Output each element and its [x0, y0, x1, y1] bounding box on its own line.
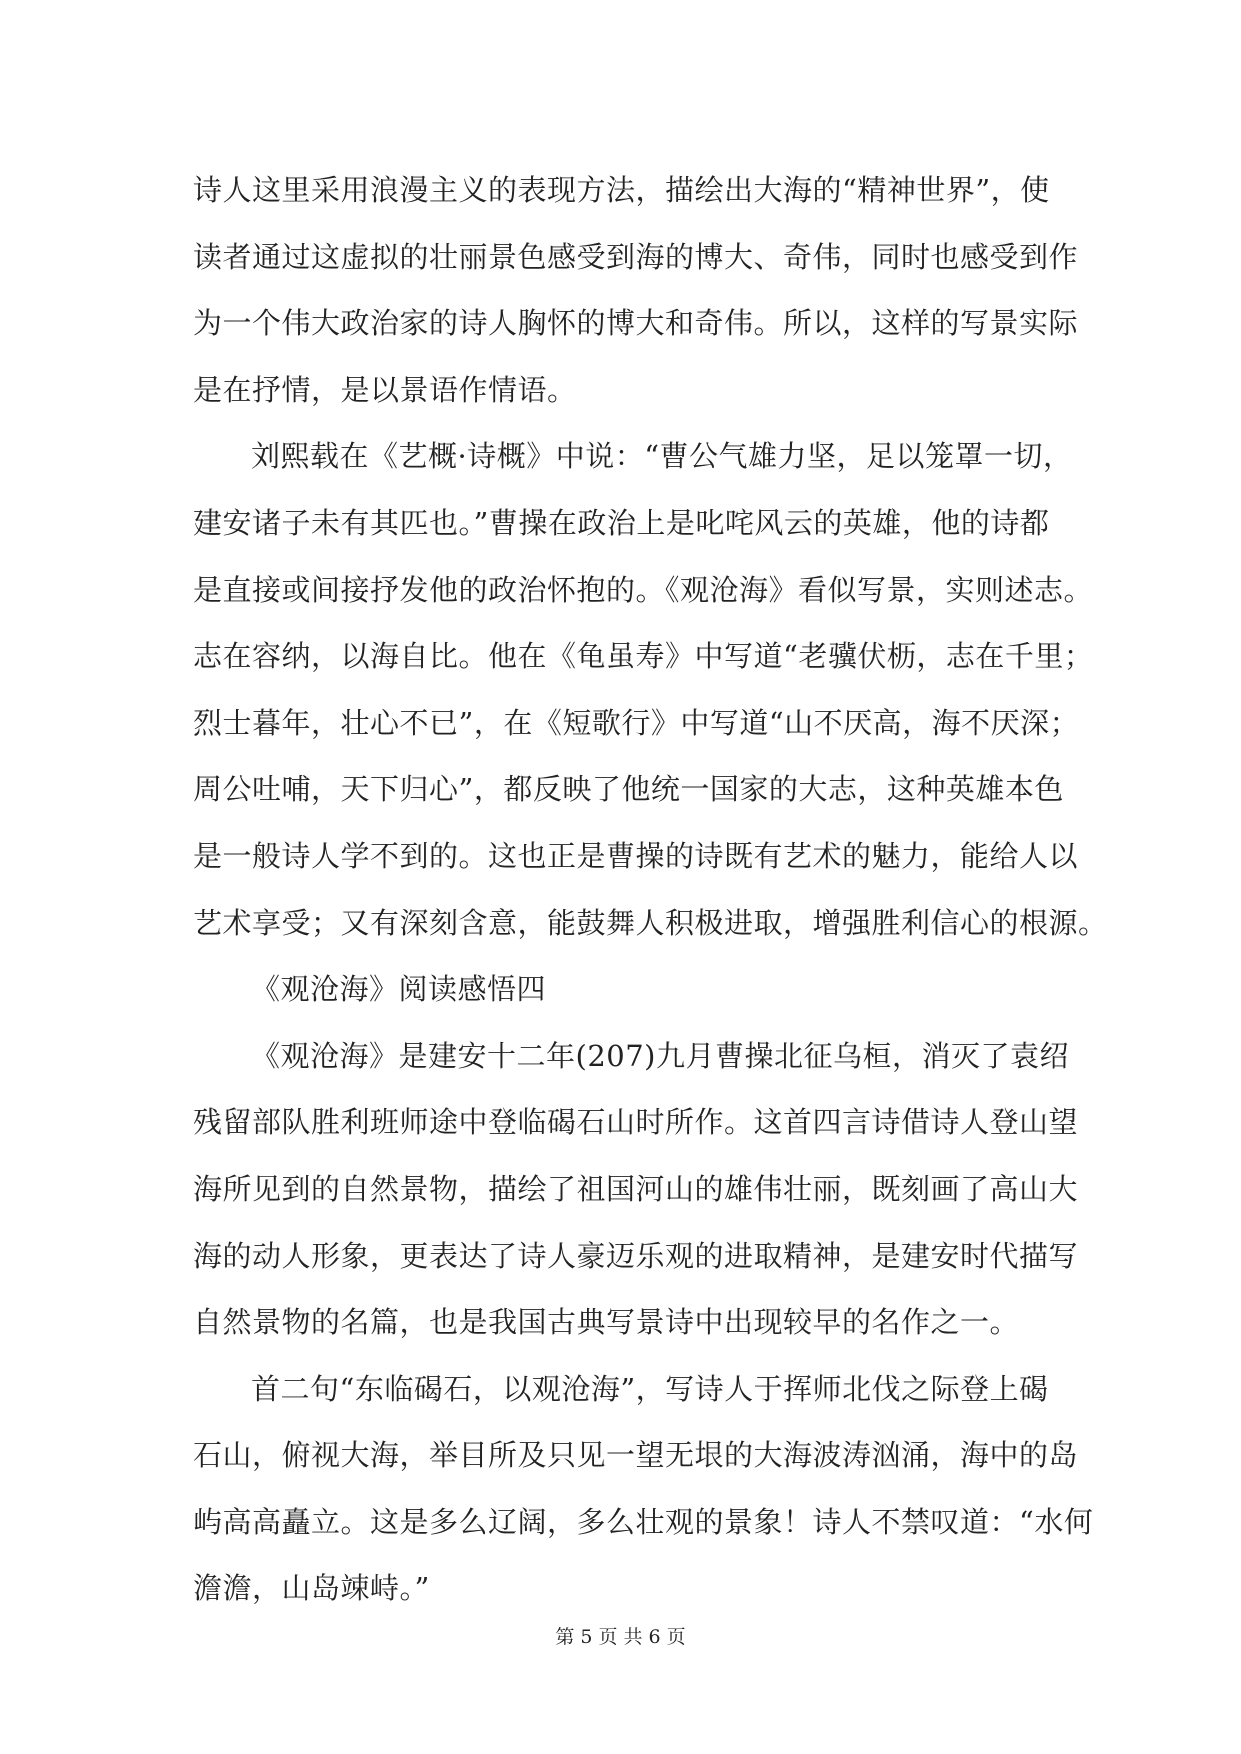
text-line: 澹澹，山岛竦峙。”: [193, 1571, 430, 1606]
text-line: 读者通过这虚拟的壮丽景色感受到海的博大、奇伟，同时也感受到作: [193, 239, 1079, 274]
text-line: 刘熙载在《艺概·诗概》中说：“曹公气雄力坚，足以笼罩一切，: [251, 439, 1073, 474]
page-number: 第 5 页 共 6 页: [555, 1626, 686, 1648]
text-line: 海的动人形象，更表达了诗人豪迈乐观的进取精神，是建安时代描写: [193, 1238, 1079, 1273]
text-line: 石山，俯视大海，举目所及只见一望无垠的大海波涛汹涌，海中的岛: [193, 1438, 1079, 1473]
text-line: 残留部队胜利班师途中登临碣石山时所作。这首四言诗借诗人登山望: [193, 1105, 1079, 1140]
text-line: 首二句“东临碣石，以观沧海”，写诗人于挥师北伐之际登上碣: [251, 1371, 1049, 1406]
text-line: 是直接或间接抒发他的政治怀抱的。《观沧海》看似写景，实则述志。: [193, 572, 1094, 607]
section-heading: 《观沧海》阅读感悟四: [251, 972, 547, 1007]
text-line: 是在抒情，是以景语作情语。: [193, 372, 577, 407]
text-line: 自然景物的名篇，也是我国古典写景诗中出现较早的名作之一。: [193, 1305, 1020, 1340]
text-line: 建安诸子未有其匹也。”曹操在政治上是叱咤风云的英雄，他的诗都: [193, 505, 1050, 540]
text-line: 《观沧海》是建安十二年(207)九月曹操北征乌桓，消灭了袁绍: [251, 1038, 1069, 1073]
text-line: 艺术享受；又有深刻含意，能鼓舞人积极进取，增强胜利信心的根源。: [193, 905, 1108, 940]
text-line: 是一般诗人学不到的。这也正是曹操的诗既有艺术的魅力，能给人以: [193, 838, 1079, 873]
text-line: 周公吐哺，天下归心”，都反映了他统一国家的大志，这种英雄本色: [193, 772, 1064, 807]
text-line: 海所见到的自然景物，描绘了祖国河山的雄伟壮丽，既刻画了高山大: [193, 1171, 1079, 1206]
text-line: 屿高高矗立。这是多么辽阔，多么壮观的景象！诗人不禁叹道：“水何: [193, 1504, 1094, 1539]
text-line: 诗人这里采用浪漫主义的表现方法，描绘出大海的“精神世界”，使: [193, 173, 1050, 207]
body-text: [193, 157, 1108, 1622]
text-line: 志在容纳，以海自比。他在《龟虽寿》中写道“老骥伏枥，志在千里；: [193, 639, 1094, 674]
text-line: 烈士暮年，壮心不已”，在《短歌行》中写道“山不厌高，海不厌深；: [193, 705, 1080, 740]
text-line: 为一个伟大政治家的诗人胸怀的博大和奇伟。所以，这样的写景实际: [193, 306, 1079, 341]
